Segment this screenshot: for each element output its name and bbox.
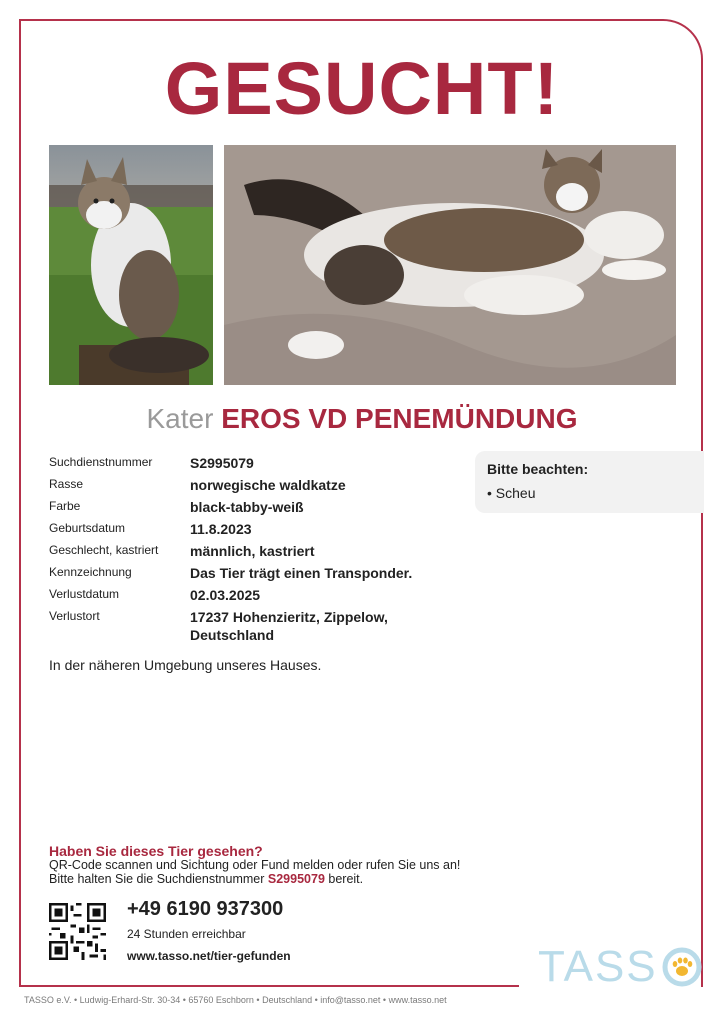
notice-box <box>475 451 704 513</box>
contact-reference <box>49 872 363 886</box>
website-link[interactable]: www.tasso.net/tier-gefunden <box>127 949 291 963</box>
detail-value: 11.8.2023 <box>190 521 252 537</box>
detail-value: 02.03.2025 <box>190 587 261 603</box>
availability-text: 24 Stunden erreichbar <box>127 927 246 941</box>
qr-code[interactable] <box>49 903 106 960</box>
detail-label: Farbe <box>49 499 81 513</box>
poster-frame-bottom <box>19 985 519 987</box>
notice-item-text: Scheu <box>495 485 536 501</box>
animal-name <box>0 402 724 436</box>
detail-label: Verlustdatum <box>49 587 120 601</box>
logo-text: TASS <box>538 942 658 991</box>
detail-value: S2995079 <box>190 455 254 471</box>
animal-type: Kater <box>146 403 214 434</box>
contact-reference-number: S2995079 <box>267 872 325 886</box>
contact-instruction: QR-Code scannen und Sichtung oder Fund melden oder rufen Sie uns an! <box>49 858 461 872</box>
contact-question: Haben Sie dieses Tier gesehen? <box>49 843 263 859</box>
animal-name-value: EROS VD PENEMÜNDUNG <box>221 403 578 434</box>
detail-label: Kennzeichnung <box>49 565 132 579</box>
notice-item: • Scheu <box>487 485 536 501</box>
contact-reference-post: bereit. <box>328 872 364 886</box>
phone-number[interactable]: +49 6190 937300 <box>127 898 284 920</box>
detail-label: Geschlecht, kastriert <box>49 543 159 557</box>
paw-icon <box>660 945 704 989</box>
tasso-logo <box>538 942 704 992</box>
detail-label: Verlustort <box>49 609 100 623</box>
cat-photo-lying <box>224 145 676 385</box>
detail-value: 17237 Hohenzieritz, Zippelow, Deutschland <box>190 609 388 643</box>
detail-label: Suchdienstnummer <box>49 455 153 469</box>
area-description: In der näheren Umgebung unseres Hauses. <box>49 657 322 673</box>
detail-label: Rasse <box>49 477 84 491</box>
detail-value: Das Tier trägt einen Transponder. <box>190 565 413 581</box>
detail-value: black-tabby-weiß <box>190 499 304 515</box>
cat-photo-sitting <box>49 145 213 385</box>
contact-reference-pre: Bitte halten Sie die Suchdienstnummer <box>49 872 265 886</box>
footer-address: TASSO e.V. • Ludwig-Erhard-Str. 30-34 • 65760 Eschborn • Deutschland • info@tasso.net • www.tasso.net <box>24 995 447 1005</box>
detail-label: Geburtsdatum <box>49 521 126 535</box>
notice-title: Bitte beachten: <box>487 461 589 477</box>
detail-value: männlich, kastriert <box>190 543 315 559</box>
detail-value: norwegische waldkatze <box>190 477 346 493</box>
headline: GESUCHT! <box>164 47 560 130</box>
